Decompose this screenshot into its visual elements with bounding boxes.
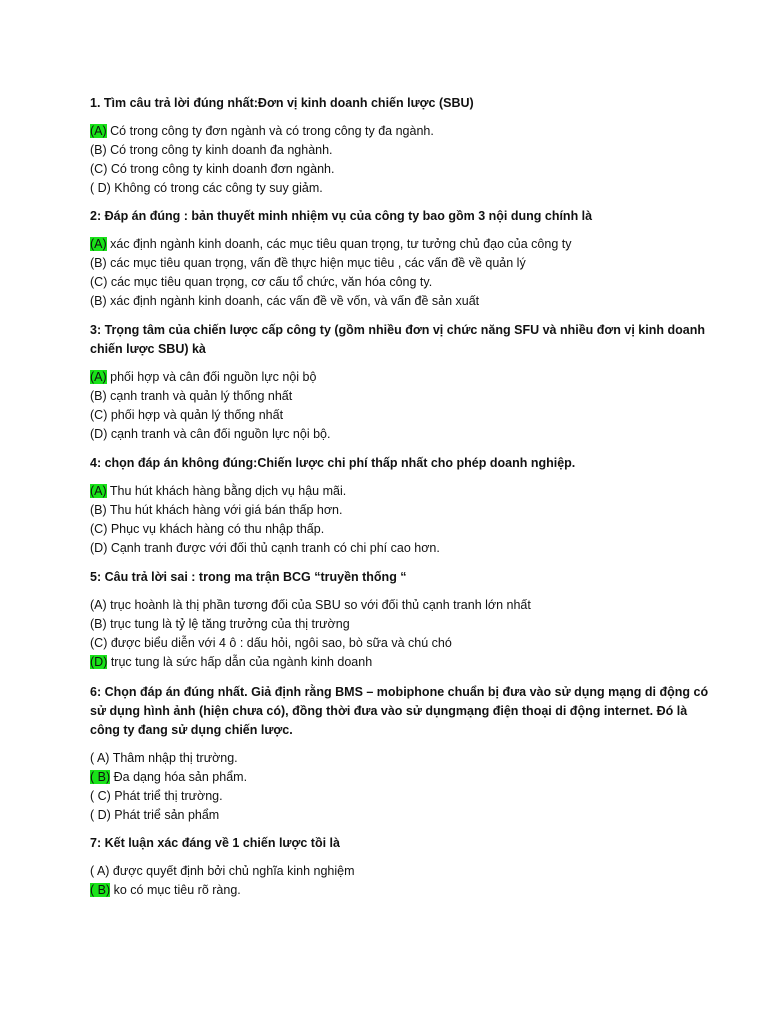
option-label: (A) [90, 124, 107, 138]
option-text: trục tung là tỷ lệ tăng trưởng của thị trường [106, 617, 350, 631]
option-text: Có trong công ty kinh doanh đa nghành. [106, 143, 333, 157]
answer-option [90, 634, 710, 653]
answer-option [90, 122, 710, 141]
question-title: 5: Câu trả lời sai : trong ma trận BCG “truyền thống “ [90, 570, 407, 584]
option-label: (C) [90, 275, 108, 289]
option-text: ko có mục tiêu rõ ràng. [110, 883, 241, 897]
option-text: cạnh tranh và cân đối nguồn lực nội bộ. [107, 427, 331, 441]
question-title: 2: Đáp án đúng : bản thuyết minh nhiệm vụ của công ty bao gồm 3 nội dung chính là [90, 209, 593, 223]
answer-option [90, 862, 710, 881]
question-title: 4: chọn đáp án không đúng:Chiến lược chi phí thấp nhất cho phép doanh nghiệp. [90, 456, 576, 470]
option-label: (C) [90, 636, 108, 650]
question-title: 6: Chọn đáp án đúng nhất. Giả định rằng BMS – mobiphone chuẩn bị đưa vào sử dụng mạng di động có sử dụng hình ảnh (hiện chưa có), đồng thời đưa vào sử dụngmạng điện thoại di động internet. Đó là công ty đang sử dụng chiến lược. [90, 685, 709, 737]
option-label: (D) [90, 427, 108, 441]
answer-option [90, 501, 710, 520]
option-label: (A) [90, 370, 107, 384]
option-text: Thâm nhập thị trường. [109, 751, 238, 765]
option-label: (D) [90, 655, 108, 669]
answer-option [90, 787, 710, 806]
option-text: trục tung là sức hấp dẫn của ngành kinh doanh [107, 655, 373, 669]
option-text: cạnh tranh và quản lý thống nhất [106, 389, 293, 403]
option-label: (A) [90, 598, 107, 612]
option-text: Phục vụ khách hàng có thu nhập thấp. [107, 522, 325, 536]
option-label: (B) [90, 389, 107, 403]
option-text: Phát triể sản phẩm [110, 808, 220, 822]
option-text: phối hợp và cân đối nguồn lực nội bộ [106, 370, 317, 384]
option-label: (D) [90, 541, 108, 555]
option-label: (A) [90, 484, 107, 498]
option-text: Phát triể thị trường. [110, 789, 223, 803]
answer-option [90, 881, 710, 900]
option-label: ( A) [90, 751, 110, 765]
answer-option [90, 179, 710, 198]
answer-option [90, 406, 710, 425]
option-label: (B) [90, 143, 107, 157]
option-label: ( A) [90, 864, 110, 878]
option-label: (B) [90, 294, 107, 308]
option-label: ( C) [90, 789, 111, 803]
option-text: trục hoành là thị phần tương đối của SBU so với đối thủ cạnh tranh lớn nhất [106, 598, 531, 612]
question-block [90, 321, 710, 444]
question-block [90, 207, 710, 311]
option-text: xác định ngành kinh doanh, các vấn đề về vốn, và vấn đề sản xuất [106, 294, 480, 308]
option-text: các mục tiêu quan trọng, cơ cấu tổ chức, văn hóa công ty. [107, 275, 433, 289]
option-label: ( B) [90, 883, 111, 897]
option-label: (C) [90, 408, 108, 422]
question-block [90, 834, 710, 900]
option-text: Đa dạng hóa sản phẩm. [110, 770, 248, 784]
option-text: xác định ngành kinh doanh, các mục tiêu quan trọng, tư tưởng chủ đạo của công ty [106, 237, 572, 251]
option-text: Cạnh tranh được với đối thủ cạnh tranh có chi phí cao hơn. [107, 541, 440, 555]
answer-option [90, 615, 710, 634]
answer-option [90, 806, 710, 825]
answer-option [90, 160, 710, 179]
question-block [90, 94, 710, 198]
answer-option [90, 653, 710, 672]
answer-option [90, 425, 710, 444]
option-label: (C) [90, 162, 108, 176]
option-text: Có trong công ty kinh doanh đơn ngành. [107, 162, 335, 176]
answer-option [90, 596, 710, 615]
option-label: (B) [90, 503, 107, 517]
option-text: Thu hút khách hàng bằng dịch vụ hậu mãi. [106, 484, 347, 498]
question-block [90, 568, 710, 672]
question-title: 7: Kết luận xác đáng về 1 chiến lược tồi là [90, 836, 340, 850]
option-text: phối hợp và quản lý thống nhất [107, 408, 284, 422]
option-text: Không có trong các công ty suy giảm. [110, 181, 323, 195]
answer-option [90, 387, 710, 406]
answer-option [90, 482, 710, 501]
option-text: được quyết định bởi chủ nghĩa kinh nghiệm [109, 864, 355, 878]
option-text: Có trong công ty đơn ngành và có trong công ty đa ngành. [106, 124, 434, 138]
option-text: các mục tiêu quan trọng, vấn đề thực hiện mục tiêu , các vấn đề về quản lý [106, 256, 526, 270]
option-label: ( B) [90, 770, 111, 784]
option-text: được biểu diễn với 4 ô : dấu hỏi, ngôi sao, bò sữa và chú chó [107, 636, 452, 650]
option-label: ( D) [90, 181, 111, 195]
answer-option [90, 368, 710, 387]
answer-option [90, 141, 710, 160]
option-label: (A) [90, 237, 107, 251]
option-label: (C) [90, 522, 108, 536]
question-title: 3: Trọng tâm của chiến lược cấp công ty (gồm nhiều đơn vị chức năng SFU và nhiều đơn vị kinh doanh chiến lược SBU) kà [90, 323, 705, 356]
question-block [90, 454, 710, 558]
question-block [90, 683, 710, 825]
answer-option [90, 520, 710, 539]
answer-option [90, 235, 710, 254]
question-title: 1. Tìm câu trả lời đúng nhất:Đơn vị kinh doanh chiến lược (SBU) [90, 96, 474, 110]
option-text: Thu hút khách hàng với giá bán thấp hơn. [106, 503, 343, 517]
answer-option [90, 539, 710, 558]
option-label: (B) [90, 256, 107, 270]
option-label: (B) [90, 617, 107, 631]
answer-option [90, 749, 710, 768]
answer-option [90, 254, 710, 273]
answer-option [90, 273, 710, 292]
answer-option [90, 292, 710, 311]
option-label: ( D) [90, 808, 111, 822]
answer-option [90, 768, 710, 787]
